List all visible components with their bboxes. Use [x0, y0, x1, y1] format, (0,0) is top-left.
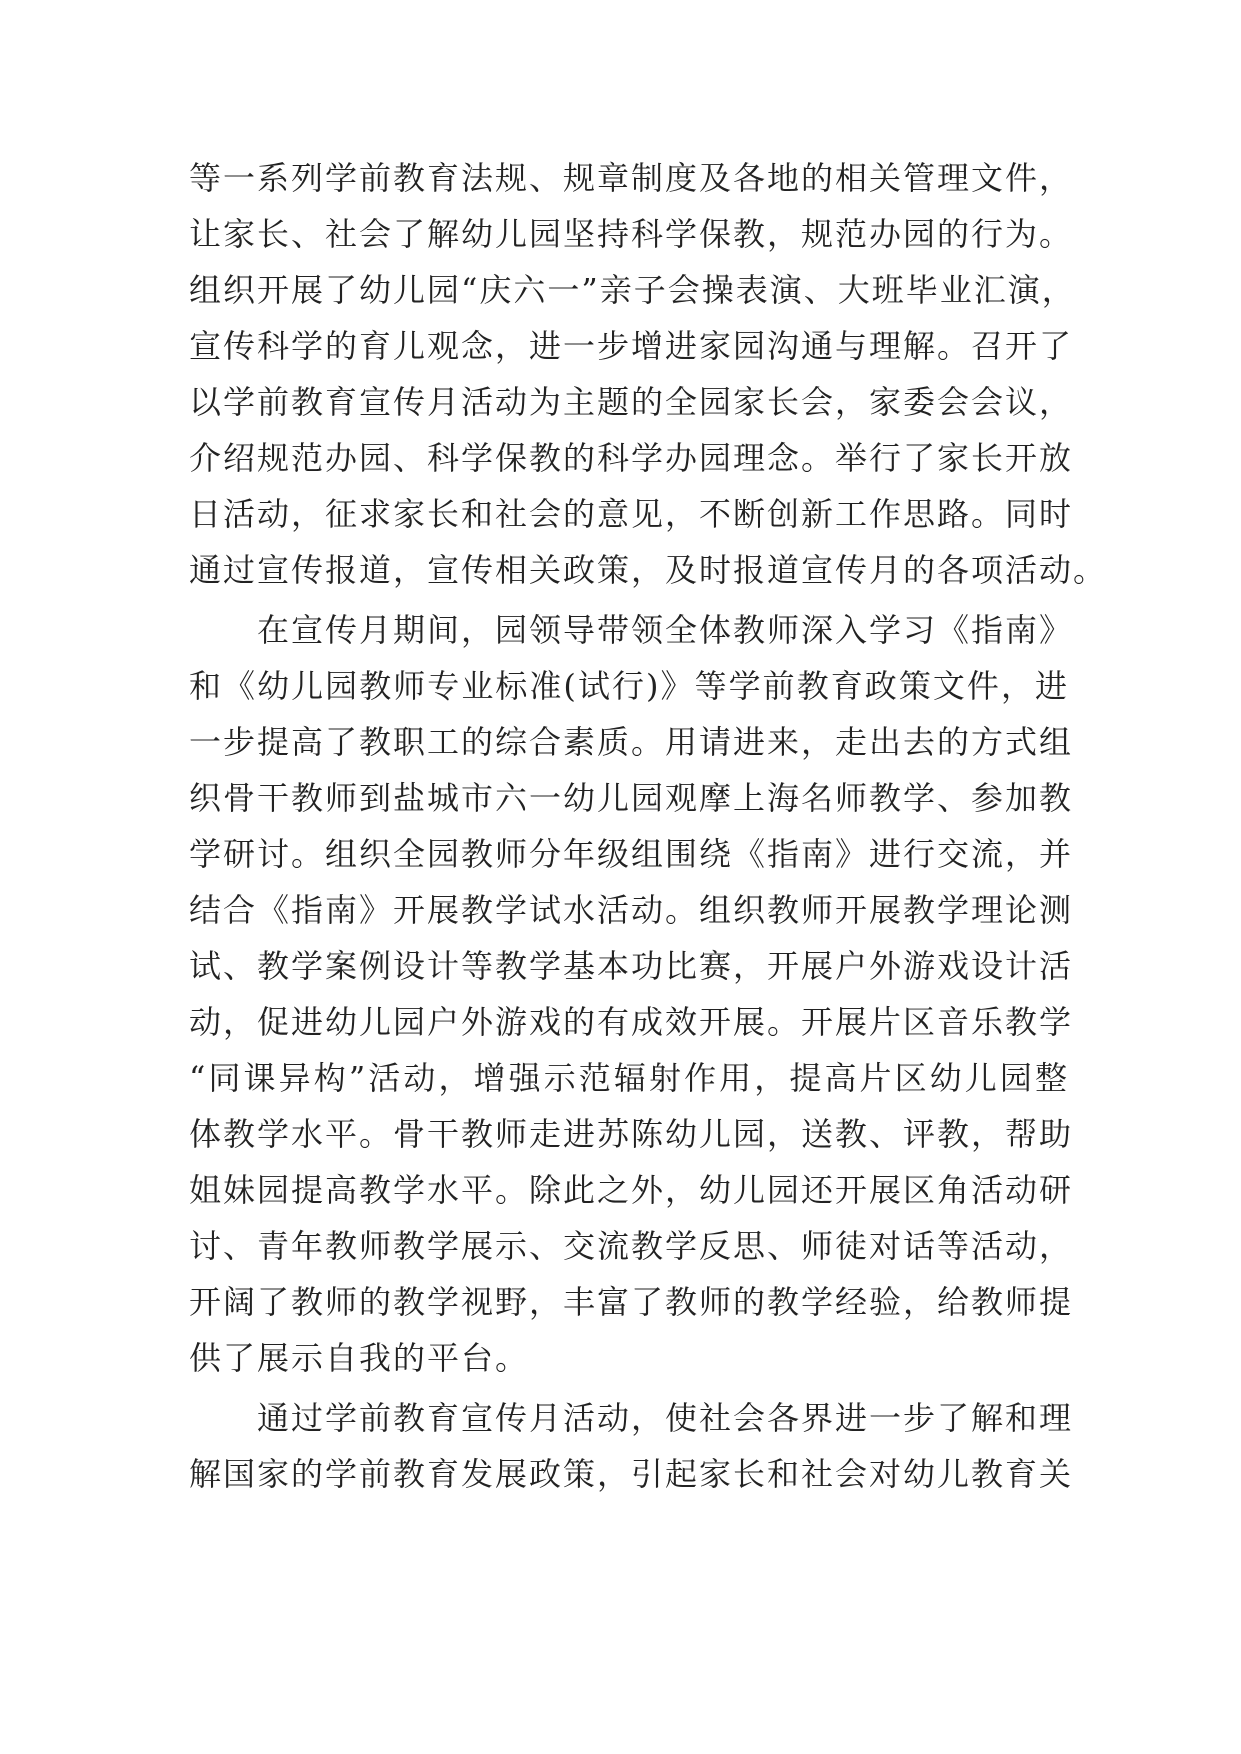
- text-line: 宣传科学的育儿观念，进一步增进家园沟通与理解。召开了: [189, 327, 1074, 365]
- text-line: 和《幼儿园教师专业标准(试行)》等学前教育政策文件，进: [189, 667, 1069, 705]
- text-line: 供了展示自我的平台。: [189, 1339, 530, 1377]
- text-line: 等一系列学前教育法规、规章制度及各地的相关管理文件，: [189, 159, 1074, 197]
- text-line: 开阔了教师的教学视野，丰富了教师的教学经验，给教师提: [189, 1283, 1074, 1321]
- text-line: 介绍规范办园、科学保教的科学办园理念。举行了家长开放: [189, 439, 1074, 477]
- paragraph-3: [189, 1390, 1074, 1502]
- text-line: 一步提高了教职工的综合素质。用请进来，走出去的方式组: [189, 723, 1074, 761]
- text-line: 姐妹园提高教学水平。除此之外，幼儿园还开展区角活动研: [189, 1171, 1074, 1209]
- text-line: 解国家的学前教育发展政策，引起家长和社会对幼儿教育关: [189, 1455, 1074, 1493]
- text-line: 动，促进幼儿园户外游戏的有成效开展。开展片区音乐教学: [189, 1003, 1074, 1041]
- text-line: 组织开展了幼儿园“庆六一”亲子会操表演、大班毕业汇演，: [189, 271, 1076, 309]
- text-line: 结合《指南》开展教学试水活动。组织教师开展教学理论测: [189, 891, 1074, 929]
- text-line: 让家长、社会了解幼儿园坚持科学保教，规范办园的行为。: [189, 215, 1074, 253]
- text-line: 通过学前教育宣传月活动，使社会各界进一步了解和理: [189, 1399, 1074, 1437]
- text-line: “同课异构”活动，增强示范辐射作用，提高片区幼儿园整: [189, 1059, 1069, 1097]
- paragraph-1: [189, 150, 1108, 598]
- text-line: 学研讨。组织全园教师分年级组围绕《指南》进行交流，并: [189, 835, 1074, 873]
- text-line: 以学前教育宣传月活动为主题的全园家长会，家委会会议，: [189, 383, 1074, 421]
- body-text: [189, 150, 1108, 1502]
- paragraph-2: [189, 602, 1074, 1386]
- text-line: 通过宣传报道，宣传相关政策，及时报道宣传月的各项活动。: [189, 551, 1108, 589]
- text-line: 日活动，征求家长和社会的意见，不断创新工作思路。同时: [189, 495, 1074, 533]
- text-line: 体教学水平。骨干教师走进苏陈幼儿园，送教、评教，帮助: [189, 1115, 1074, 1153]
- text-line: 试、教学案例设计等教学基本功比赛，开展户外游戏设计活: [189, 947, 1074, 985]
- text-line: 讨、青年教师教学展示、交流教学反思、师徒对话等活动，: [189, 1227, 1074, 1265]
- text-line: 织骨干教师到盐城市六一幼儿园观摩上海名师教学、参加教: [189, 779, 1074, 817]
- text-line: 在宣传月期间，园领导带领全体教师深入学习《指南》: [189, 611, 1074, 649]
